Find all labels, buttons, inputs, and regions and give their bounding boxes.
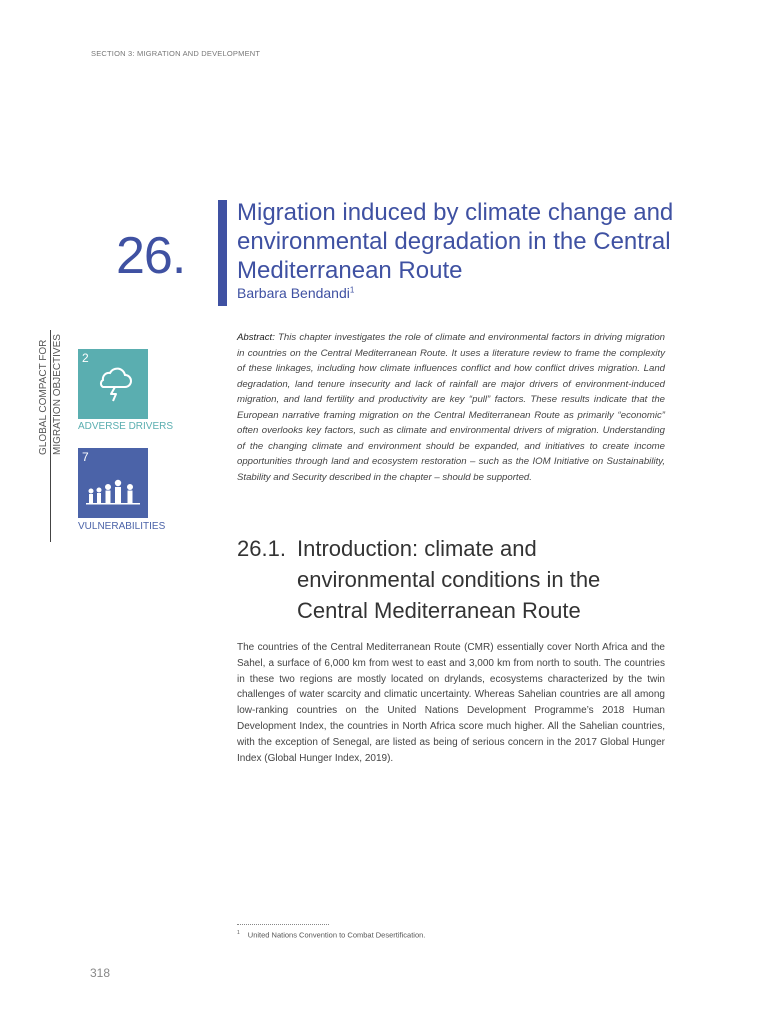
chapter-title: Migration induced by climate change and environmental degradation in the Central Mediterranean Route <box>237 199 674 284</box>
chapter-number: 26. <box>116 227 186 285</box>
title-accent-bar <box>218 200 227 306</box>
page-number: 318 <box>90 966 111 980</box>
abstract <box>237 330 665 485</box>
objective-2-tile <box>78 349 148 419</box>
section-number: 26.1. <box>237 536 286 561</box>
objective-number: 7 <box>82 450 89 464</box>
author-name: Barbara Bendandi <box>237 285 350 301</box>
objective-number: 2 <box>82 351 89 365</box>
people-icon <box>78 448 148 518</box>
footnote-divider <box>237 924 329 925</box>
sidebar-label: GLOBAL COMPACT FOR MIGRATION OBJECTIVES <box>38 334 63 455</box>
objective-7-tile <box>78 448 148 518</box>
cloud-lightning-icon <box>78 349 148 419</box>
section-title: Introduction: climate and environmental conditions in the Central Mediterranean Route <box>297 536 601 623</box>
footnote <box>237 930 425 940</box>
author-footnote-marker[interactable]: 1 <box>349 285 355 295</box>
objective-7-label: VULNERABILITIES <box>78 521 166 532</box>
footnote-marker: 1 <box>237 930 240 936</box>
section-heading <box>237 533 677 623</box>
body-paragraph: The countries of the Central Mediterranean Route (CMR) essentially cover North Africa and the Sahel, a surface of 6,000 km from west to east and 3,000 km from north to south. The countries in these two regions are mostly located on drylands, ecosystems characterized by the twin challenges of water scarcity and climatic uncertainty. Whereas Sahelian countries are all among low-ranking countries on the United Nations Development Programme’s 2018 Human Development Index, the countries in North Africa score much higher. All the Sahelian countries, with the exception of Senegal, are listed as being of serious concern in the 2017 Global Hunger Index (Global Hunger Index, 2019). <box>237 642 665 764</box>
footnote-text: United Nations Convention to Combat Desertification. <box>247 930 426 940</box>
abstract-text: This chapter investigates the role of climate and environmental factors in driving migration in countries on the Central Mediterranean Route. It uses a literature review to frame the complexity of these linkages, including how climate influences conflict and how conflict drives migration. Land degradation, land tenure insecurity and lack of rainfall are major drivers of environment-induced migration, and land fertility and productivity are key “pull” factors. These results indicate that the European narrative framing migration on the Central Mediterranean Route as primarily “economic” often overlooks key factors, such as climate and environmental drivers of migration. Understanding of the changing climate and environment should be expanded, and initiatives to create income opportunities through land and ecosystem restoration – such as the IOM Initiative on Sustainability, Stability and Security described in the chapter – should be supported. <box>237 332 665 483</box>
abstract-lead: Abstract: <box>237 332 275 343</box>
author <box>237 285 354 301</box>
objective-2-label: ADVERSE DRIVERS <box>78 421 174 432</box>
section-header: SECTION 3: MIGRATION AND DEVELOPMENT <box>91 49 261 58</box>
